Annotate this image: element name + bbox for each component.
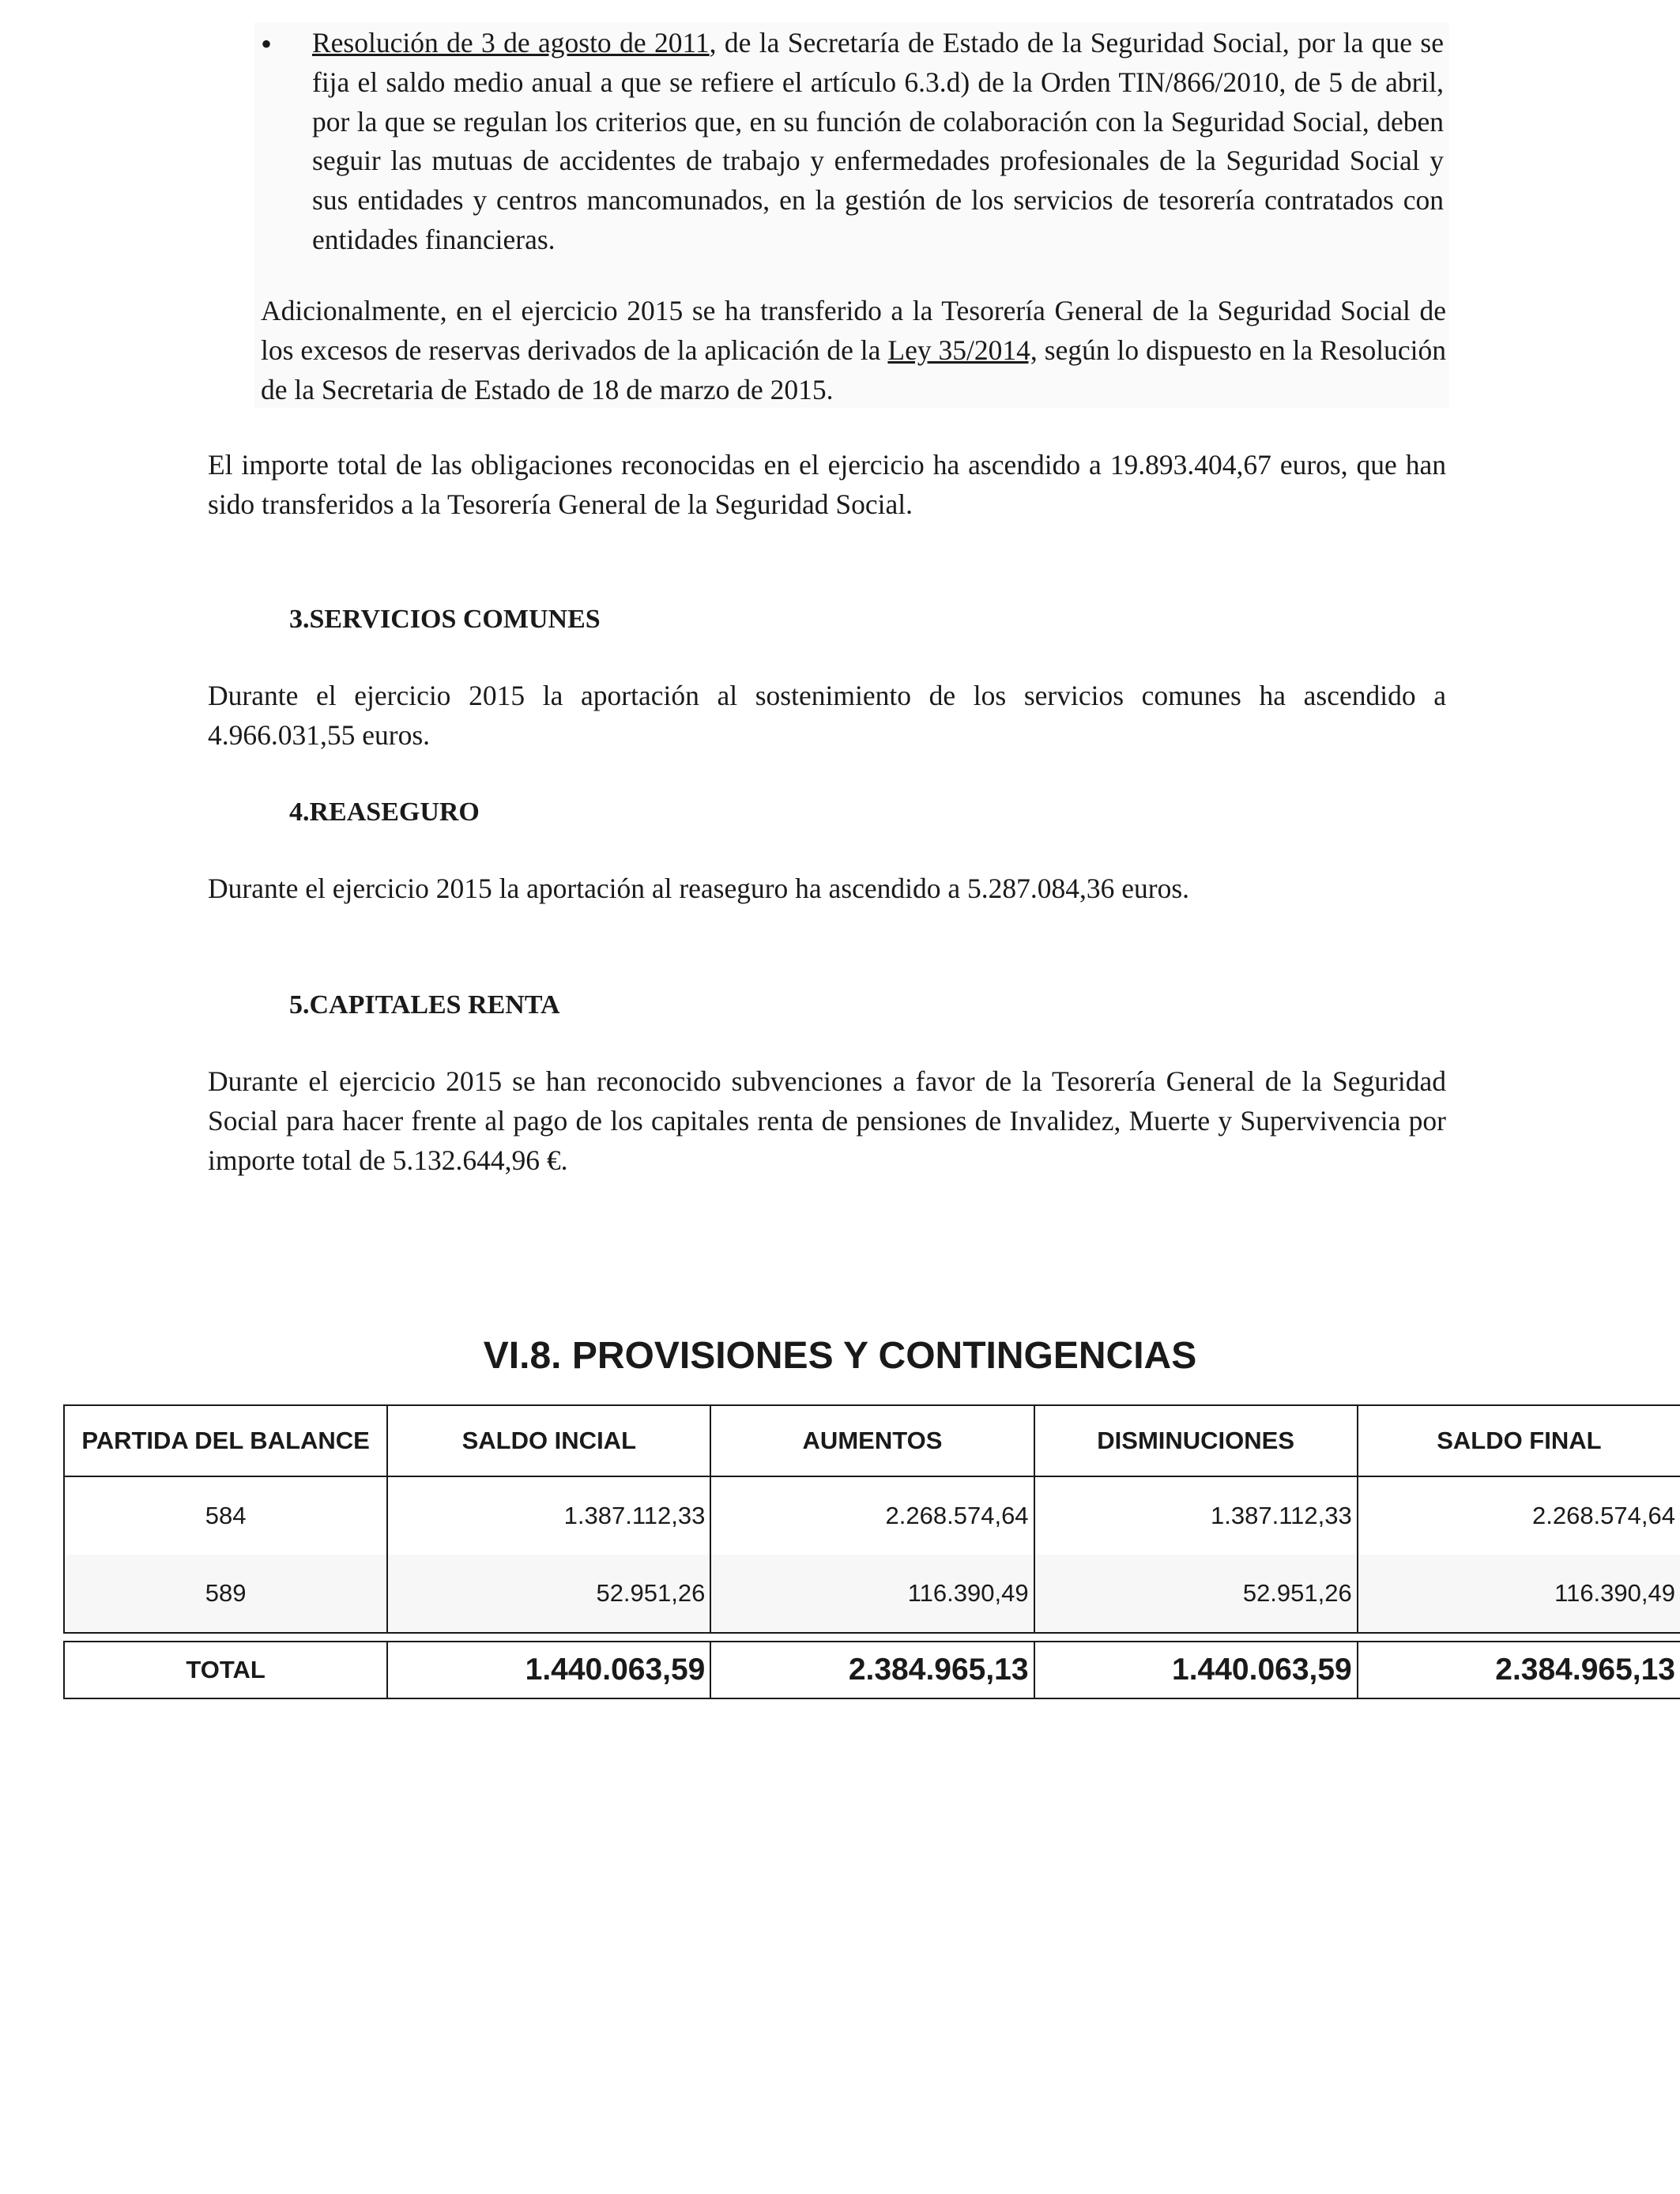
bullet-text [312, 24, 1444, 260]
cell-saldo-final: 2.268.574,64 [1358, 1476, 1680, 1555]
cell-partida: 584 [64, 1476, 387, 1555]
bullet-dot-icon: • [261, 26, 273, 62]
total-saldo-inicial: 1.440.063,59 [387, 1642, 710, 1698]
header-saldo-inicial: SALDO INCIAL [387, 1405, 710, 1476]
reaseguro-heading: 4.REASEGURO [289, 797, 480, 827]
ley-link[interactable]: Ley 35/2014, [887, 334, 1038, 366]
provisiones-total-table [63, 1641, 1680, 1699]
cell-partida: 589 [64, 1555, 387, 1633]
header-aumentos: AUMENTOS [710, 1405, 1034, 1476]
resolution-link[interactable]: Resolución de 3 de agosto de 2011 [312, 27, 710, 58]
cell-saldo-final: 116.390,49 [1358, 1555, 1680, 1633]
total-saldo-final: 2.384.965,13 [1358, 1642, 1680, 1698]
adicional-text-after: según lo dispuesto en la Resolución de la Secretaria de Estado de 18 de marzo de 2015. [261, 334, 1446, 405]
servicios-comunes-heading: 3.SERVICIOS COMUNES [289, 605, 601, 634]
servicios-comunes-paragraph: Durante el ejercicio 2015 la aportación al sostenimiento de los servicios comunes ha ascendido a 4.966.031,55 euros. [208, 680, 1446, 751]
provisiones-title: VI.8. PROVISIONES Y CONTINGENCIAS [483, 1335, 1197, 1377]
capitales-renta-paragraph: Durante el ejercicio 2015 se han reconocido subvenciones a favor de la Tesorería General de la Seguridad Social para hacer frente al pago de los capitales renta de pensiones de Invalidez, Muerte y Supervivencia por importe total de 5.132.644,96 €. [208, 1065, 1446, 1176]
cell-aumentos: 2.268.574,64 [710, 1476, 1034, 1555]
header-saldo-final: SALDO FINAL [1358, 1405, 1680, 1476]
total-label: TOTAL [64, 1642, 387, 1698]
cell-disminuciones: 1.387.112,33 [1034, 1476, 1358, 1555]
cell-aumentos: 116.390,49 [710, 1555, 1034, 1633]
total-aumentos: 2.384.965,13 [710, 1642, 1034, 1698]
total-disminuciones: 1.440.063,59 [1034, 1642, 1358, 1698]
provisiones-table [63, 1404, 1680, 1634]
table-header-row [64, 1405, 1680, 1476]
cell-disminuciones: 52.951,26 [1034, 1555, 1358, 1633]
total-row [64, 1642, 1680, 1698]
adicional-paragraph [261, 292, 1446, 409]
header-disminuciones: DISMINUCIONES [1034, 1405, 1358, 1476]
reaseguro-paragraph: Durante el ejercicio 2015 la aportación al reaseguro ha ascendido a 5.287.084,36 euros. [208, 873, 1190, 904]
header-partida: PARTIDA DEL BALANCE [64, 1405, 387, 1476]
cell-saldo-inicial: 52.951,26 [387, 1555, 710, 1633]
adicional-text-before: Adicionalmente, en el ejercicio 2015 se ha transferido a la Tesorería General de la Seguridad Social de los excesos de reservas derivados de la aplicación de la [261, 295, 1446, 366]
importe-total-paragraph: El importe total de las obligaciones reconocidas en el ejercicio ha ascendido a 19.893.404,67 euros, que han sido transferidos a la Tesorería General de la Seguridad Social. [208, 449, 1446, 520]
capitales-renta-heading: 5.CAPITALES RENTA [289, 990, 560, 1020]
table-row [64, 1476, 1680, 1555]
bullet-rest-text: , de la Secretaría de Estado de la Seguridad Social, por la que se fija el saldo medio anual a que se refiere el artículo 6.3.d) de la Orden TIN/866/2010, de 5 de abril, por la que se regulan los criterios que, en su función de colaboración con la Seguridad Social, deben seguir las mutuas de accidentes de trabajo y enfermedades profesionales de la Seguridad Social y sus entidades y centros mancomunados, en la gestión de los servicios de tesorería contratados con entidades financieras. [312, 27, 1445, 255]
table-row [64, 1555, 1680, 1633]
cell-saldo-inicial: 1.387.112,33 [387, 1476, 710, 1555]
